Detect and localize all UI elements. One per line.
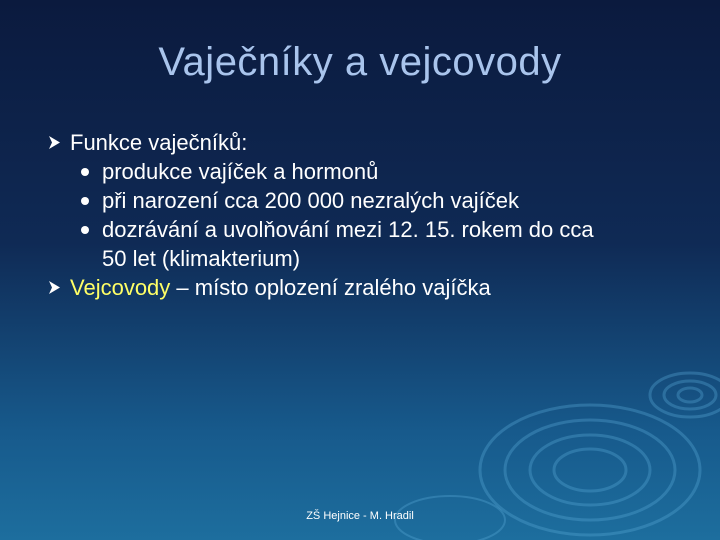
sub-bullet-birth (46, 186, 706, 215)
bullet-list (46, 128, 706, 302)
footer-credit: ZŠ Hejnice - M. Hradil (306, 510, 414, 522)
sub-bullet-text: 50 let (klimakterium) (102, 246, 301, 271)
arrow-bullet-icon (46, 128, 64, 157)
sub-bullet-maturation (46, 215, 706, 244)
dot-bullet-icon (81, 197, 89, 205)
sub-bullet-continuation (46, 244, 706, 273)
sub-bullet-text: při narození cca 200 000 nezralých vajíček (102, 188, 520, 213)
oviducts-description: – místo oplození zralého vajíčka (170, 275, 491, 300)
bullet-functions (46, 128, 706, 157)
bullet-functions-label: Funkce vaječníků: (70, 130, 248, 155)
sub-bullet-text: dozrávání a uvolňování mezi 12. 15. rokem do cca (102, 217, 594, 242)
dot-bullet-icon (81, 168, 89, 176)
dot-bullet-icon (81, 226, 89, 234)
bullet-oviducts (46, 273, 706, 302)
sub-bullet-production (46, 157, 706, 186)
arrow-bullet-icon (46, 273, 64, 302)
sub-bullet-text: produkce vajíček a hormonů (102, 159, 379, 184)
oviducts-term: Vejcovody (70, 275, 171, 300)
page-title: Vaječníky a vejcovody (158, 40, 562, 84)
